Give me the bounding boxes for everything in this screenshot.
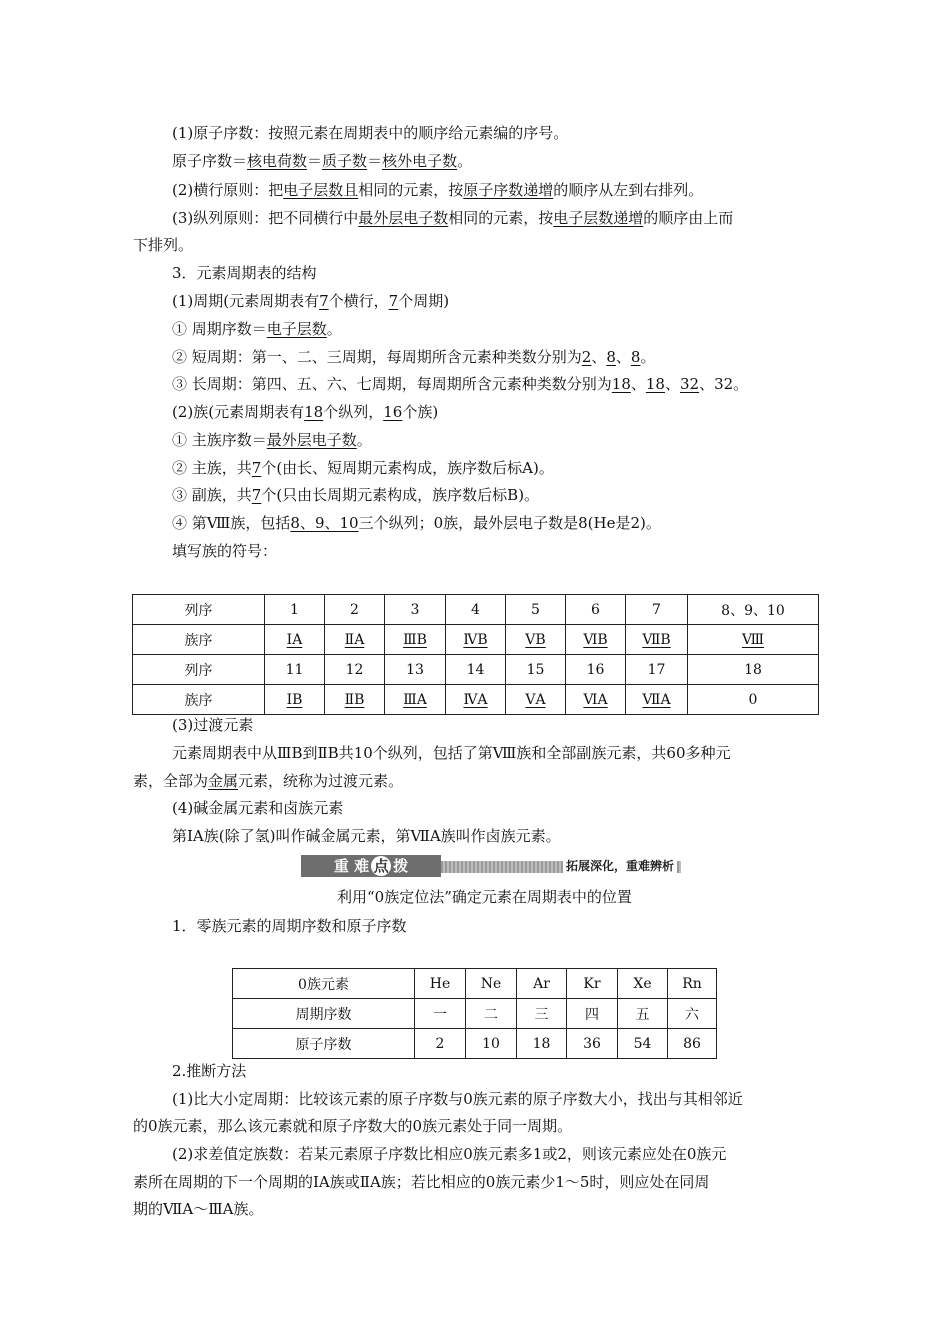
table-cell: 0族元素: [233, 969, 415, 999]
table-cell: ⅠA: [265, 625, 325, 655]
table-cell: 12: [325, 655, 385, 685]
table-row: [233, 969, 717, 999]
table-cell: Ar: [517, 969, 567, 999]
text-line-25: (1)比大小定周期：比较该元素的原子序数与0族元素的原子序数大小，找出与其相邻近: [172, 1090, 743, 1108]
table-cell: 2: [415, 1029, 466, 1059]
banner-title: 重 难 点 拨: [301, 855, 441, 877]
text-line-24: 2.推断方法: [172, 1062, 247, 1080]
table-cell: 6: [566, 595, 626, 625]
table-cell: ⅣB: [446, 625, 506, 655]
table-cell: ⅤB: [506, 625, 566, 655]
table-cell: 86: [668, 1029, 717, 1059]
table-cell: ⅠB: [265, 685, 325, 715]
table-cell: 原子序数: [233, 1029, 415, 1059]
table-cell: 1: [265, 595, 325, 625]
table-cell: 10: [466, 1029, 517, 1059]
table-cell: ⅢB: [385, 625, 446, 655]
text-line-26: 的0族元素，那么该元素就和原子序数大的0族元素处于同一周期。: [133, 1117, 573, 1135]
text-line-23: 1．零族元素的周期序数和原子序数: [172, 917, 407, 935]
text-line-12: ① 主族序数＝最外层电子数。: [172, 431, 372, 449]
table-cell: 15: [506, 655, 566, 685]
table-cell: 四: [567, 999, 618, 1029]
table-cell: ⅥA: [566, 685, 626, 715]
noble-gas-table: [232, 968, 717, 1059]
table-cell: 36: [567, 1029, 618, 1059]
table-cell: ⅡB: [325, 685, 385, 715]
table-cell: ⅤA: [506, 685, 566, 715]
table-cell: 7: [626, 595, 688, 625]
table-row: [233, 999, 717, 1029]
section-title: 利用“0族定位法”确定元素在周期表中的位置: [337, 888, 632, 906]
table-cell: Ⅷ: [688, 625, 819, 655]
table-row: [133, 685, 819, 715]
text-line-21: 第ⅠA族(除了氢)叫作碱金属元素，第ⅦA族叫作卤族元素。: [172, 827, 561, 845]
banner-subtitle: 拓展深化，重难辨析: [563, 855, 677, 877]
table-cell: Rn: [668, 969, 717, 999]
table-cell: 16: [566, 655, 626, 685]
table-cell: 列序: [133, 655, 265, 685]
table-cell: ⅥB: [566, 625, 626, 655]
text-line-11: (2)族(元素周期表有18个纵列，16个族): [172, 403, 439, 421]
section-heading-3: 3．元素周期表的结构: [172, 264, 317, 282]
text-line-28: 素所在周期的下一个周期的ⅠA族或ⅡA族；若比相应的0族元素少1～5时，则应处在同周: [133, 1173, 710, 1191]
table-cell: 3: [385, 595, 446, 625]
table-cell: 4: [446, 595, 506, 625]
table-cell: 族序: [133, 625, 265, 655]
table-cell: 一: [415, 999, 466, 1029]
text-line-3: (2)横行原则：把电子层数且相同的元素，按原子序数递增的顺序从左到右排列。: [172, 181, 704, 199]
table-row: [133, 655, 819, 685]
table-cell: 五: [618, 999, 668, 1029]
text-line-19: 素，全部为金属元素，统称为过渡元素。: [133, 772, 404, 790]
table-cell: 18: [517, 1029, 567, 1059]
text-line-16: 填写族的符号：: [172, 542, 278, 560]
table-cell: Ne: [466, 969, 517, 999]
table-cell: 13: [385, 655, 446, 685]
text-line-29: 期的ⅦA～ⅢA族。: [133, 1200, 264, 1218]
table-cell: 0: [688, 685, 819, 715]
table-cell: 54: [618, 1029, 668, 1059]
group-table: [132, 594, 819, 715]
table-cell: ⅦB: [626, 625, 688, 655]
table-cell: 周期序数: [233, 999, 415, 1029]
text-line-15: ④ 第Ⅷ族，包括8、9、10三个纵列；0族，最外层电子数是8(He是2)。: [172, 514, 661, 532]
text-line-13: ② 主族，共7个(由长、短周期元素构成，族序数后标A)。: [172, 459, 554, 477]
text-line-14: ③ 副族，共7个(只由长周期元素构成，族序数后标B)。: [172, 486, 540, 504]
table-cell: 二: [466, 999, 517, 1029]
table-cell: 2: [325, 595, 385, 625]
table-cell: 5: [506, 595, 566, 625]
table-cell: Xe: [618, 969, 668, 999]
table-cell: He: [415, 969, 466, 999]
text-line-2: 原子序数＝核电荷数＝质子数＝核外电子数。: [172, 152, 473, 170]
banner-dot-icon: 点: [371, 856, 391, 876]
text-line-18: 元素周期表中从ⅢB到ⅡB共10个纵列，包括了第Ⅷ族和全部副族元素，共60多种元: [172, 744, 731, 762]
text-line-4: (3)纵列原则：把不同横行中最外层电子数相同的元素，按电子层数递增的顺序由上而: [172, 209, 734, 227]
table-row: [133, 625, 819, 655]
text-line-17: (3)过渡元素: [172, 716, 254, 734]
table-cell: 族序: [133, 685, 265, 715]
table-cell: 三: [517, 999, 567, 1029]
section-banner: [301, 855, 681, 877]
text-line-8: ① 周期序数＝电子层数。: [172, 320, 342, 338]
text-line-7: (1)周期(元素周期表有7个横行，7个周期): [172, 292, 450, 310]
table-cell: ⅣA: [446, 685, 506, 715]
table-cell: 8、9、10: [688, 595, 819, 625]
table-cell: ⅦA: [626, 685, 688, 715]
table-cell: 11: [265, 655, 325, 685]
table-cell: 列序: [133, 595, 265, 625]
text-line-5: 下排列。: [133, 236, 194, 254]
text-line-27: (2)求差值定族数：若某元素原子序数比相应0族元素多1或2，则该元素应处在0族元: [172, 1145, 727, 1163]
table-row: [233, 1029, 717, 1059]
text-line-20: (4)碱金属元素和卤族元素: [172, 799, 344, 817]
table-cell: 18: [688, 655, 819, 685]
text-line-10: ③ 长周期：第四、五、六、七周期，每周期所含元素种类数分别为18、18、32、32。: [172, 375, 749, 393]
text-line-1: (1)原子序数：按照元素在周期表中的顺序给元素编的序号。: [172, 124, 569, 142]
table-cell: Kr: [567, 969, 618, 999]
table-cell: ⅢA: [385, 685, 446, 715]
table-cell: ⅡA: [325, 625, 385, 655]
table-cell: 17: [626, 655, 688, 685]
table-cell: 六: [668, 999, 717, 1029]
table-cell: 14: [446, 655, 506, 685]
text-line-9: ② 短周期：第一、二、三周期，每周期所含元素种类数分别为2、8、8。: [172, 348, 656, 366]
table-row: [133, 595, 819, 625]
